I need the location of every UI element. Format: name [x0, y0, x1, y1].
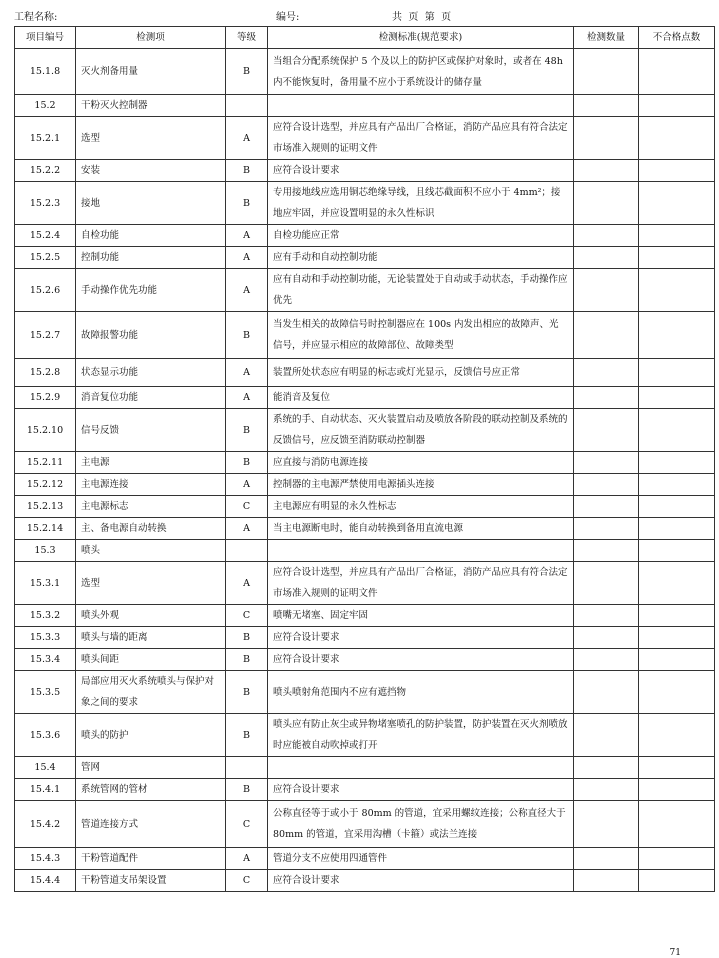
table-row	[15, 848, 715, 870]
cell-quantity	[574, 627, 639, 649]
cell-quantity	[574, 160, 639, 182]
table-row	[15, 409, 715, 452]
cell-grade: B	[226, 627, 268, 649]
table-row	[15, 117, 715, 160]
cell-standard: 主电源应有明显的永久性标志	[268, 496, 574, 518]
table-row	[15, 627, 715, 649]
table-row	[15, 269, 715, 312]
cell-defects	[639, 518, 715, 540]
cell-quantity	[574, 714, 639, 757]
cell-code: 15.2.8	[15, 359, 76, 387]
cell-item: 主电源连接	[76, 474, 226, 496]
cell-grade: B	[226, 160, 268, 182]
cell-standard: 应符合设计选型，并应具有产品出厂合格证，消防产品应具有符合法定市场准入规则的证明文件	[268, 562, 574, 605]
cell-grade: C	[226, 870, 268, 892]
cell-item: 喷头的防护	[76, 714, 226, 757]
cell-defects	[639, 117, 715, 160]
page-header	[14, 8, 714, 24]
cell-code: 15.2.6	[15, 269, 76, 312]
cell-standard: 管道分支不应使用四通管件	[268, 848, 574, 870]
cell-grade	[226, 540, 268, 562]
cell-grade: B	[226, 182, 268, 225]
cell-grade: A	[226, 247, 268, 269]
cell-item: 局部应用灭火系统喷头与保护对象之间的要求	[76, 671, 226, 714]
cell-standard: 喷头应有防止灰尘或异物堵塞喷孔的防护装置，防护装置在灭火剂喷放时应能被自动吹掉或打开	[268, 714, 574, 757]
table-row	[15, 387, 715, 409]
cell-defects	[639, 779, 715, 801]
cell-code: 15.2.3	[15, 182, 76, 225]
cell-code: 15.3.2	[15, 605, 76, 627]
col-header-grade: 等级	[226, 27, 268, 49]
cell-defects	[639, 757, 715, 779]
cell-item: 喷头与墙的距离	[76, 627, 226, 649]
cell-quantity	[574, 496, 639, 518]
table-row	[15, 562, 715, 605]
cell-code: 15.2.14	[15, 518, 76, 540]
cell-code: 15.4.3	[15, 848, 76, 870]
cell-grade: A	[226, 269, 268, 312]
cell-standard: 应直接与消防电源连接	[268, 452, 574, 474]
cell-quantity	[574, 117, 639, 160]
cell-item: 干粉管道支吊架设置	[76, 870, 226, 892]
cell-standard	[268, 540, 574, 562]
cell-defects	[639, 801, 715, 848]
cell-grade	[226, 757, 268, 779]
cell-item: 安装	[76, 160, 226, 182]
cell-code: 15.2.12	[15, 474, 76, 496]
cell-grade: A	[226, 225, 268, 247]
inspection-table	[14, 26, 715, 892]
cell-defects	[639, 605, 715, 627]
cell-item: 主、备电源自动转换	[76, 518, 226, 540]
table-row	[15, 160, 715, 182]
table-row	[15, 496, 715, 518]
table-row	[15, 49, 715, 95]
cell-quantity	[574, 409, 639, 452]
col-header-code: 项目编号	[15, 27, 76, 49]
cell-grade: B	[226, 671, 268, 714]
cell-defects	[639, 627, 715, 649]
cell-item: 系统管网的管材	[76, 779, 226, 801]
cell-code: 15.3.3	[15, 627, 76, 649]
cell-item: 喷头间距	[76, 649, 226, 671]
page-count-label: 共 页 第 页	[392, 12, 452, 23]
cell-grade: C	[226, 801, 268, 848]
col-header-item: 检测项	[76, 27, 226, 49]
cell-grade: A	[226, 562, 268, 605]
cell-standard: 喷头喷射角范围内不应有遮挡物	[268, 671, 574, 714]
cell-quantity	[574, 452, 639, 474]
cell-item: 故障报警功能	[76, 312, 226, 359]
table-row	[15, 474, 715, 496]
cell-code: 15.1.8	[15, 49, 76, 95]
cell-quantity	[574, 247, 639, 269]
number-label: 编号:	[276, 12, 300, 23]
project-name-label: 工程名称:	[14, 12, 58, 23]
cell-code: 15.3.1	[15, 562, 76, 605]
cell-item: 状态显示功能	[76, 359, 226, 387]
cell-standard: 控制器的主电源严禁使用电源插头连接	[268, 474, 574, 496]
cell-standard: 应符合设计要求	[268, 870, 574, 892]
cell-defects	[639, 49, 715, 95]
cell-defects	[639, 269, 715, 312]
cell-item: 自检功能	[76, 225, 226, 247]
cell-grade: B	[226, 649, 268, 671]
cell-item: 手动操作优先功能	[76, 269, 226, 312]
cell-defects	[639, 671, 715, 714]
table-row	[15, 247, 715, 269]
cell-grade: B	[226, 714, 268, 757]
cell-standard: 应有自动和手动控制功能，无论装置处于自动或手动状态，手动操作应优先	[268, 269, 574, 312]
cell-grade: B	[226, 452, 268, 474]
cell-standard: 当发生相关的故障信号时控制器应在 100s 内发出相应的故障声、光信号，并应显示相应的故障部位、故障类型	[268, 312, 574, 359]
table-row	[15, 452, 715, 474]
cell-quantity	[574, 779, 639, 801]
cell-quantity	[574, 182, 639, 225]
cell-standard: 应符合设计要求	[268, 627, 574, 649]
cell-standard: 自检功能应正常	[268, 225, 574, 247]
cell-defects	[639, 225, 715, 247]
table-row	[15, 714, 715, 757]
cell-item: 管道连接方式	[76, 801, 226, 848]
cell-quantity	[574, 649, 639, 671]
cell-grade: B	[226, 779, 268, 801]
cell-standard: 应符合设计要求	[268, 160, 574, 182]
cell-code: 15.2.7	[15, 312, 76, 359]
table-row	[15, 757, 715, 779]
cell-item: 灭火剂备用量	[76, 49, 226, 95]
cell-item: 选型	[76, 562, 226, 605]
table-row	[15, 182, 715, 225]
cell-quantity	[574, 518, 639, 540]
cell-defects	[639, 474, 715, 496]
cell-quantity	[574, 671, 639, 714]
cell-code: 15.3	[15, 540, 76, 562]
cell-quantity	[574, 359, 639, 387]
cell-code: 15.3.5	[15, 671, 76, 714]
cell-code: 15.2.9	[15, 387, 76, 409]
cell-standard	[268, 757, 574, 779]
cell-code: 15.2.13	[15, 496, 76, 518]
cell-item: 干粉灭火控制器	[76, 95, 226, 117]
cell-code: 15.2.5	[15, 247, 76, 269]
cell-defects	[639, 562, 715, 605]
cell-quantity	[574, 605, 639, 627]
cell-quantity	[574, 269, 639, 312]
cell-defects	[639, 182, 715, 225]
cell-code: 15.2.2	[15, 160, 76, 182]
page-number: 71	[669, 948, 681, 958]
cell-defects	[639, 247, 715, 269]
cell-defects	[639, 496, 715, 518]
cell-code: 15.2.1	[15, 117, 76, 160]
cell-item: 管网	[76, 757, 226, 779]
cell-code: 15.3.4	[15, 649, 76, 671]
cell-quantity	[574, 848, 639, 870]
cell-grade: B	[226, 409, 268, 452]
cell-standard: 当主电源断电时，能自动转换到备用直流电源	[268, 518, 574, 540]
cell-item: 控制功能	[76, 247, 226, 269]
cell-grade	[226, 95, 268, 117]
cell-code: 15.4	[15, 757, 76, 779]
cell-item: 喷头外观	[76, 605, 226, 627]
cell-defects	[639, 409, 715, 452]
table-row	[15, 671, 715, 714]
col-header-quantity: 检测数量	[574, 27, 639, 49]
cell-defects	[639, 714, 715, 757]
cell-defects	[639, 95, 715, 117]
cell-item: 主电源	[76, 452, 226, 474]
cell-quantity	[574, 540, 639, 562]
cell-item: 接地	[76, 182, 226, 225]
table-row	[15, 312, 715, 359]
cell-defects	[639, 848, 715, 870]
cell-standard: 喷嘴无堵塞、固定牢固	[268, 605, 574, 627]
cell-quantity	[574, 95, 639, 117]
cell-defects	[639, 540, 715, 562]
cell-defects	[639, 160, 715, 182]
cell-code: 15.4.4	[15, 870, 76, 892]
cell-quantity	[574, 387, 639, 409]
cell-grade: A	[226, 474, 268, 496]
cell-defects	[639, 870, 715, 892]
col-header-defects: 不合格点数	[639, 27, 715, 49]
table-row	[15, 605, 715, 627]
cell-quantity	[574, 225, 639, 247]
cell-quantity	[574, 49, 639, 95]
col-header-standard: 检测标准(规范要求)	[268, 27, 574, 49]
cell-item: 信号反馈	[76, 409, 226, 452]
table-row	[15, 870, 715, 892]
cell-standard: 装置所处状态应有明显的标志或灯光显示，反馈信号应正常	[268, 359, 574, 387]
cell-code: 15.2	[15, 95, 76, 117]
cell-grade: B	[226, 49, 268, 95]
cell-code: 15.4.1	[15, 779, 76, 801]
cell-standard: 应符合设计要求	[268, 649, 574, 671]
cell-grade: A	[226, 359, 268, 387]
table-row	[15, 225, 715, 247]
cell-standard: 能消音及复位	[268, 387, 574, 409]
cell-code: 15.2.11	[15, 452, 76, 474]
cell-item: 干粉管道配件	[76, 848, 226, 870]
cell-grade: B	[226, 312, 268, 359]
table-row	[15, 540, 715, 562]
cell-grade: C	[226, 605, 268, 627]
cell-code: 15.2.10	[15, 409, 76, 452]
cell-defects	[639, 452, 715, 474]
cell-standard	[268, 95, 574, 117]
cell-grade: A	[226, 518, 268, 540]
cell-quantity	[574, 312, 639, 359]
cell-item: 主电源标志	[76, 496, 226, 518]
cell-standard: 系统的手、自动状态、灭火装置启动及喷放各阶段的联动控制及系统的反馈信号，应反馈至消防联动控制器	[268, 409, 574, 452]
cell-code: 15.2.4	[15, 225, 76, 247]
cell-item: 消音复位功能	[76, 387, 226, 409]
table-row	[15, 518, 715, 540]
cell-standard: 应符合设计选型，并应具有产品出厂合格证，消防产品应具有符合法定市场准入规则的证明文件	[268, 117, 574, 160]
cell-code: 15.3.6	[15, 714, 76, 757]
table-row	[15, 95, 715, 117]
cell-standard: 专用接地线应选用铜芯绝缘导线，且线芯截面积不应小于 4mm²；接地应牢固，并应设置明显的永久性标识	[268, 182, 574, 225]
cell-defects	[639, 649, 715, 671]
cell-quantity	[574, 801, 639, 848]
table-header-row	[15, 27, 715, 49]
cell-standard: 当组合分配系统保护 5 个及以上的防护区或保护对象时，或者在 48h 内不能恢复时，备用量不应小于系统设计的储存量	[268, 49, 574, 95]
cell-quantity	[574, 562, 639, 605]
table-row	[15, 649, 715, 671]
cell-grade: A	[226, 387, 268, 409]
cell-standard: 公称直径等于或小于 80mm 的管道，宜采用螺纹连接；公称直径大于 80mm 的管道，宜采用沟槽（卡箍）或法兰连接	[268, 801, 574, 848]
table-row	[15, 359, 715, 387]
table-row	[15, 801, 715, 848]
cell-item: 喷头	[76, 540, 226, 562]
cell-grade: A	[226, 848, 268, 870]
cell-quantity	[574, 870, 639, 892]
cell-quantity	[574, 757, 639, 779]
cell-grade: A	[226, 117, 268, 160]
cell-code: 15.4.2	[15, 801, 76, 848]
cell-item: 选型	[76, 117, 226, 160]
cell-standard: 应符合设计要求	[268, 779, 574, 801]
cell-defects	[639, 387, 715, 409]
cell-defects	[639, 312, 715, 359]
cell-standard: 应有手动和自动控制功能	[268, 247, 574, 269]
cell-defects	[639, 359, 715, 387]
cell-grade: C	[226, 496, 268, 518]
table-row	[15, 779, 715, 801]
cell-quantity	[574, 474, 639, 496]
